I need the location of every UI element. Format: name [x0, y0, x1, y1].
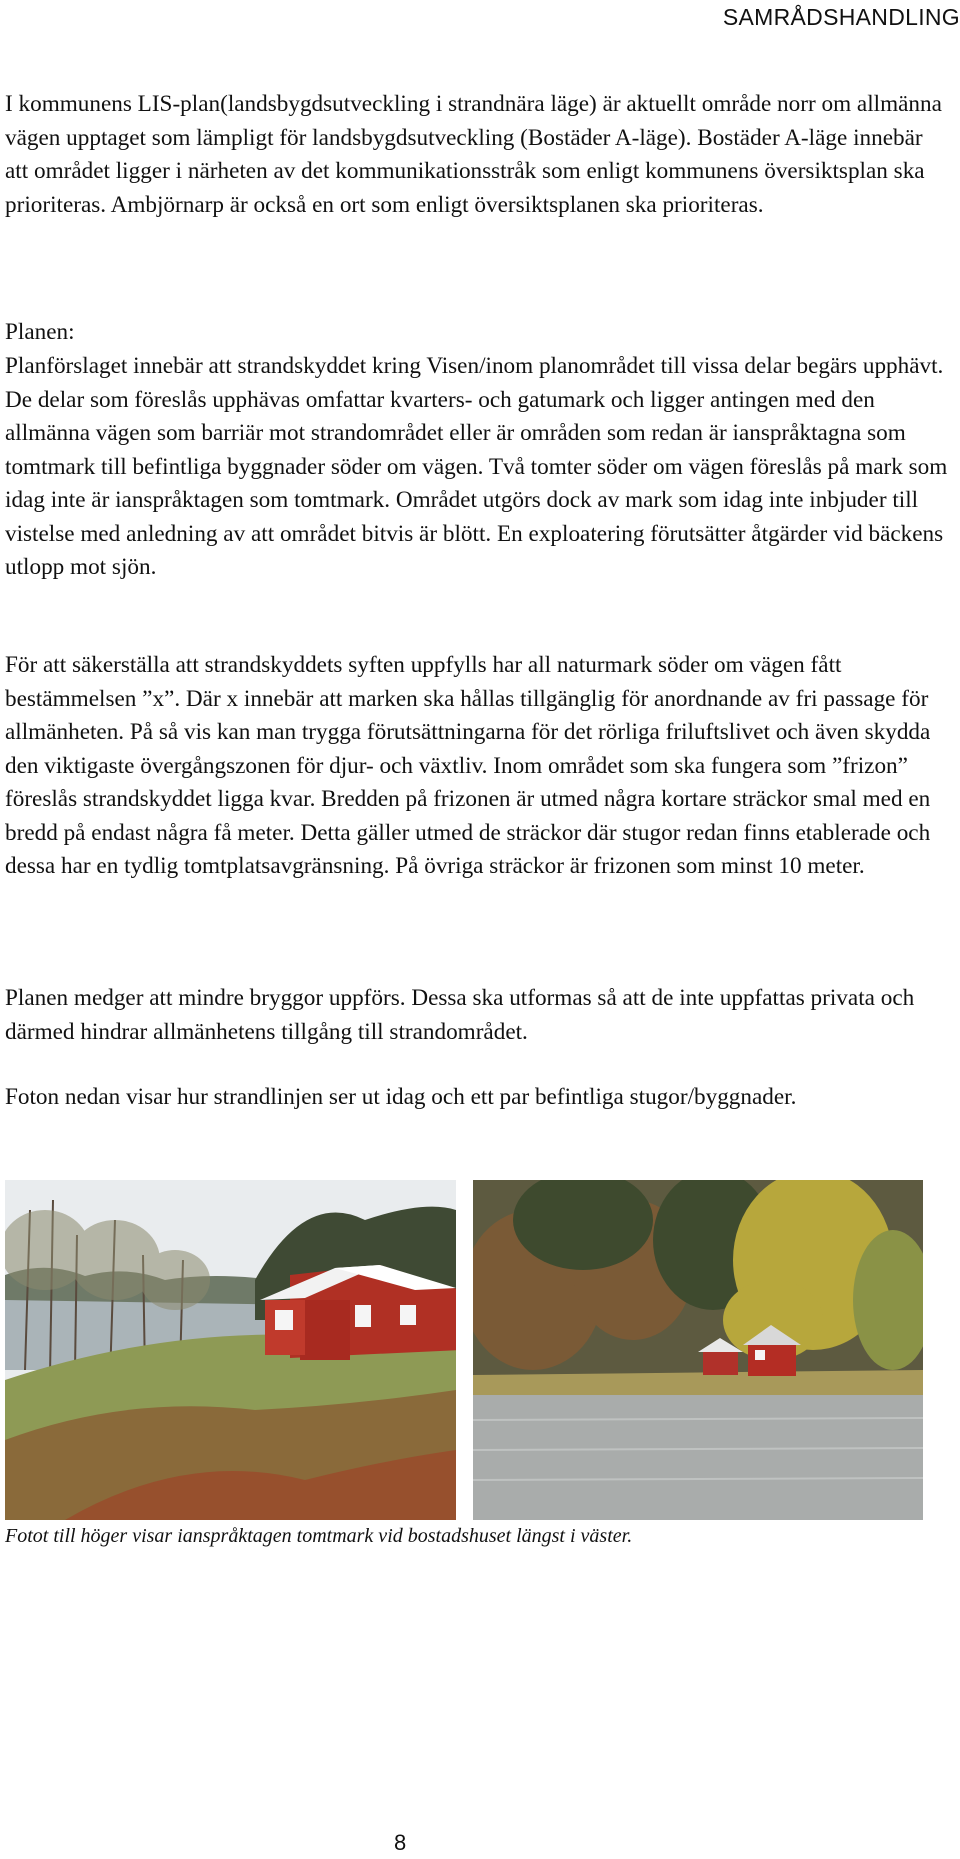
document-header: SAMRÅDSHANDLING [722, 4, 960, 30]
photo-lake-cottages [473, 1180, 923, 1520]
plan-heading: Planen: [5, 319, 75, 345]
bryggor-paragraph: Planen medger att mindre bryggor uppförs. Dessa ska utformas så att de inte uppfattas privata och därmed hindrar allmänhetens tillgång till strandområdet. [5, 985, 915, 1045]
plan-paragraph: Planförslaget innebär att strandskyddet kring Visen/inom planområdet till vissa delar begärs upphävt. De delar som föreslås upphävas omfattar kvarters- och gatumark och ligger antingen med den allmänna vägen som barriär mot strandområdet eller är områden som redan är ianspråktagna som tomtmark till befintliga byggnader söder om vägen. Två tomter söder om vägen föreslås på mark som idag inte är ianspråktagen som tomtmark. Området utgörs dock av mark som idag inte inbjuder till vistelse med anledning av att området bitvis är blött. En exploatering förutsätter åtgärder vid bäckens utlopp mot sjön. [5, 353, 948, 580]
photo-caption: Fotot till höger visar ianspråktagen tomtmark vid bostadshuset längst i väster. [5, 1525, 633, 1547]
photos-intro-paragraph: Foton nedan visar hur strandlinjen ser ut idag och ett par befintliga stugor/byggnader. [5, 1084, 797, 1110]
photo-red-cottage-shore [5, 1180, 456, 1520]
intro-paragraph: I kommunens LIS-plan(landsbygdsutveckling i strandnära läge) är aktuellt område norr om allmänna vägen upptaget som lämpligt för landsbygdsutveckling (Bostäder A-läge). Bostäder A-läge innebär att området ligger i närheten av det kommunikationsstråk som enligt kommunens översiktsplan ska prioriteras. Ambjörnarp är också en ort som enligt översiktsplanen ska prioriteras. [5, 91, 942, 218]
page-number: 8 [394, 1830, 407, 1855]
strandskydd-paragraph: För att säkerställa att strandskyddets syften uppfylls har all naturmark söder om vägen fått bestämmelsen ”x”. Där x innebär att marken ska hållas tillgänglig för anordnande av fri passage för allmänheten. På så vis kan man trygga förutsättningarna för det rörliga friluftslivet och även skydda den viktigaste övergångszonen för djur- och växtliv. Inom området som ska fungera som ”frizon” föreslås strandskyddet ligga kvar. Bredden på frizonen är utmed några kortare sträckor smal med en bredd på endast några få meter. Detta gäller utmed de sträckor där stugor redan finns etablerade och dessa har en tydlig tomtplatsavgränsning. På övriga sträckor är frizonen som minst 10 meter. [5, 652, 931, 879]
